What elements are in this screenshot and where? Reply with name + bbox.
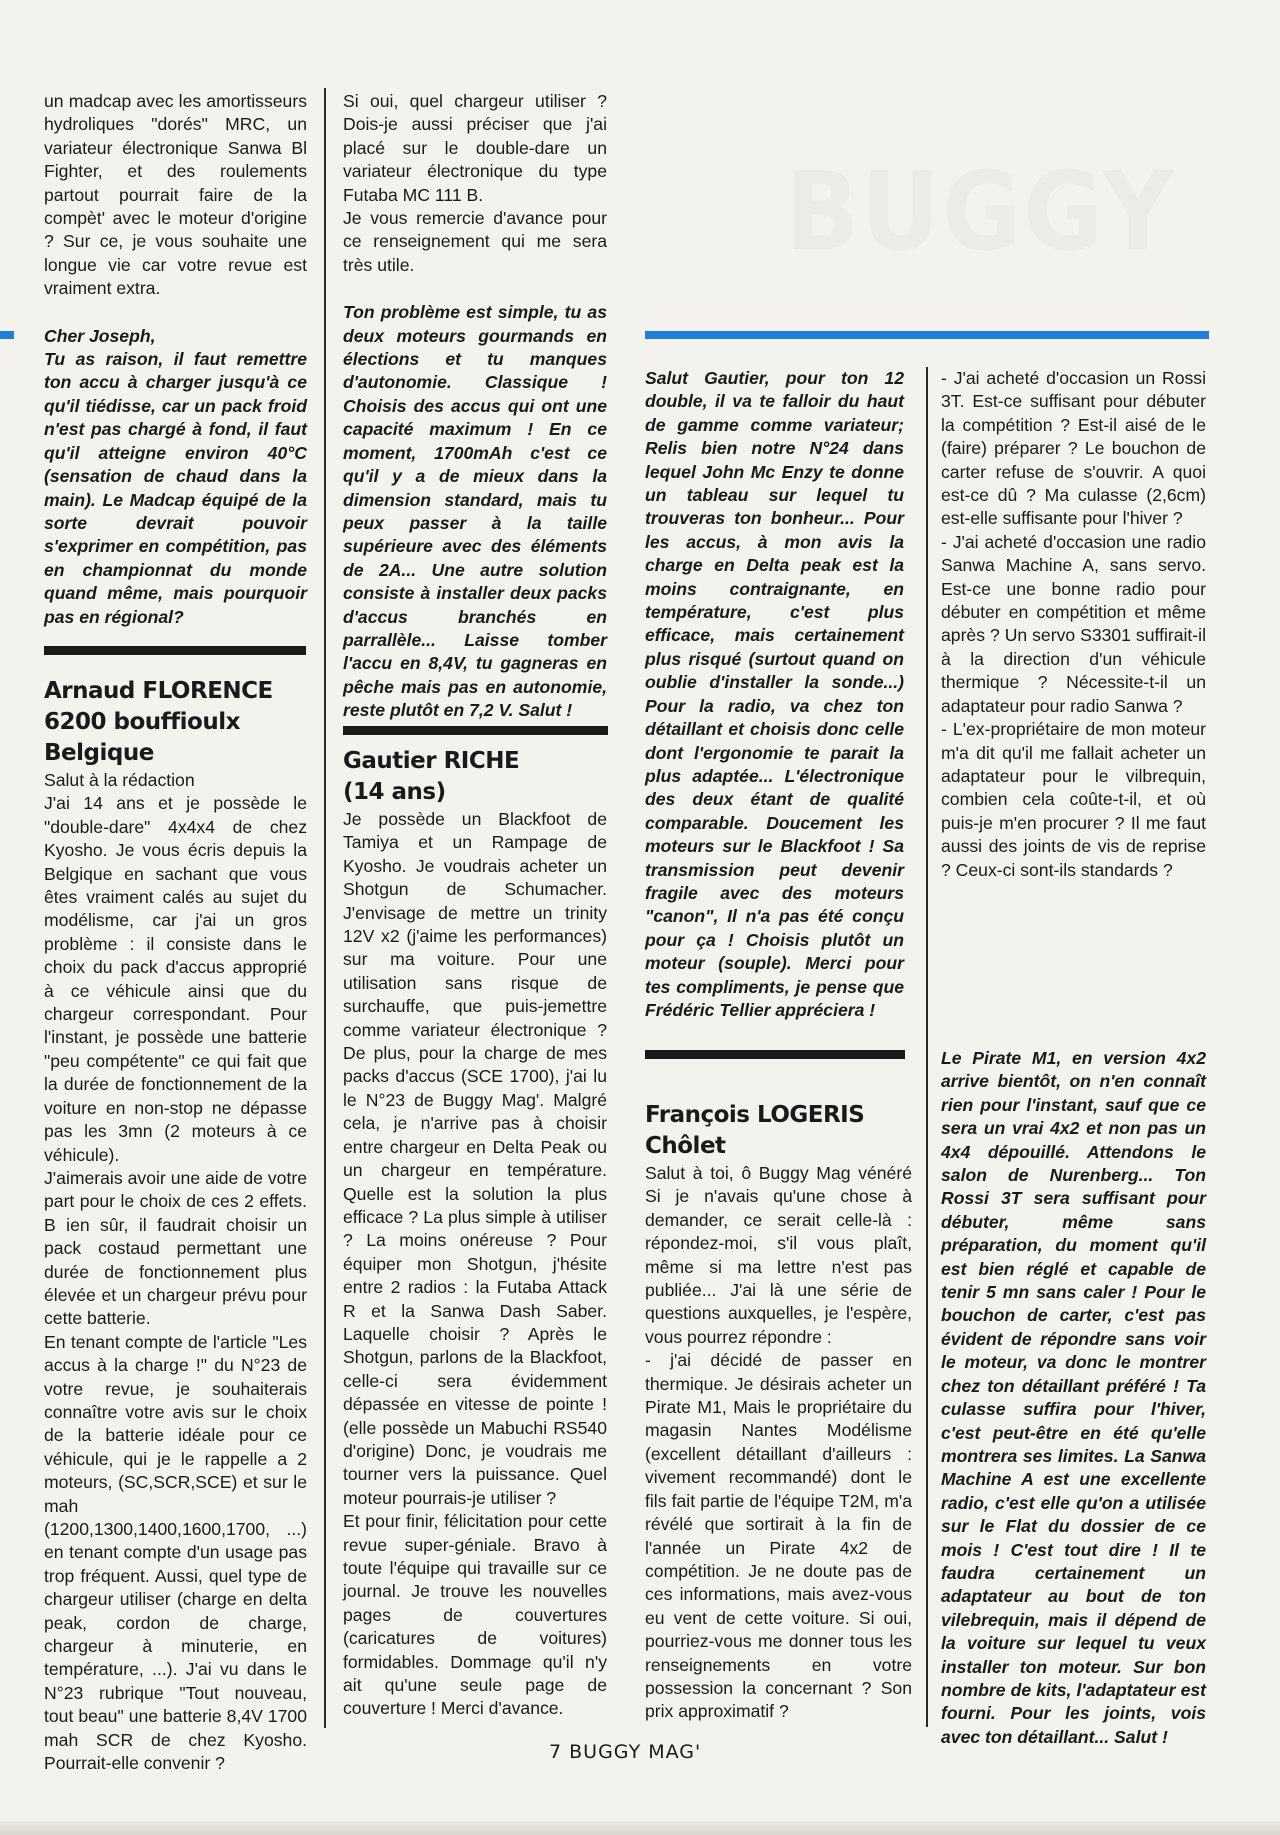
letter-francois — [645, 1100, 912, 1724]
reply-text: Salut Gautier, pour ton 12 double, il va te falloir du haut de gamme comme variateur; Relis bien notre N°24 dans lequel John Mc Enzy te donne un tableau sur lequel tu trouveras ton bonheur... Pour les accus, à mon avis la charge en Delta peak est la moins contraignante, en température, c'est plus efficace, mais certainement plus risqué (surtout quand on oublie d'installer la sonde...) Pour la radio, va chez ton détaillant et choisis donc celle dont l'ergonomie te parait la plus adaptée... L'électronique des deux étant de qualité comparable. Doucement les moteurs sur le Blackfoot ! Sa transmission peut devenir fragile avec des moteurs "canon", Il n'a pas été conçu pour ça ! Choisis plutôt un moteur (souple). Merci pour tes compliments, je pense que Frédéric Tellier appréciera ! — [645, 368, 904, 1020]
page-footer: 7 BUGGY MAG' — [549, 1741, 702, 1763]
reply-text: Ton problème est simple, tu as deux moteurs gourmands en élections et tu manques d'autonomie. Classique ! Choisis des accus qui ont une capacité maximum ! En ce moment, 1700mAh c'est ce qu'il y a de mieux dans la dimension standard, mais tu peux passer à la taille supérieure avec des éléments de 2A... Une autre solution consiste à installer deux packs d'accus branchés en parrallèle... Laisse tomber l'accu en 8,4V, tu gagneras en pêche mais pas en autonomie, reste plutôt en 7,2 V. Salut ! — [343, 302, 607, 721]
letter-paragraph: - j'ai décidé de passer en thermique. Je désirais acheter un Pirate M1, Mais le propriétaire du magasin Nantes Modélisme (excellent détaillant d'ailleurs : vivement recommandé) dont le fils fait partie de l'équipe T2M, m'a révélé que sortirait à la fin de l'année un Pirate 4x2 de compétition. Je ne doute pas de ces informations, mais avez-vous eu vent de cette voiture. Si oui, pourriez-vous me donner tous les renseignements en votre possession la concernant ? Son prix approximatif ? — [645, 1350, 912, 1722]
letter-paragraph: Je possède un Blackfoot de Tamiya et un Rampage de Kyosho. Je voudrais acheter un Shotgun de Schumacher. J'envisage de mettre un trinity 12V x2 (j'aime les performances) sur ma voiture. Pour une utilisation sans risque de surchauffe, que puis-jemettre comme variateur électronique ? De plus, pour la charge de mes packs d'accus (SCE 1700), j'ai lu le N°23 de Buggy Mag'. Malgré cela, je n'arrive pas à choisir entre chargeur en Delta Peak ou un chargeur en température. Quelle est la solution la plus efficace ? La plus simple à utiliser ? La moins onéreuse ? Pour équiper mon Shotgun, j'hésite entre 2 radios : la Futaba Attack R et la Sanwa Dash Saber. Laquelle choisir ? Après le Shotgun, parlons de la Blackfoot, celle-ci sera évidemment dépassée en vitesse de pointe ! (elle possède un Mabuchi RS540 d'origine) Donc, je voudrais me tourner vers la puissance. Quel moteur pourrais-je utiliser ? — [343, 809, 607, 1508]
letter-paragraph: - J'ai acheté d'occasion une radio Sanwa Machine A, sans servo. Est-ce une bonne radio pour débuter en compétition et même après ? Un servo S3301 suffirait-il à la direction d'un véhicule thermique ? Nécessite-t-il un adaptateur pour radio Sanwa ? — [941, 531, 1206, 716]
letter-location: 6200 bouffioulx Belgique — [44, 709, 240, 766]
letter-location: Chôlet — [645, 1133, 726, 1159]
letter-author: Gautier RICHE — [343, 748, 520, 774]
letter-continuation: Je vous remercie d'avance pour ce renseignement qui me sera très utile. — [343, 208, 607, 275]
letter-paragraph: Salut à la rédaction — [44, 770, 195, 790]
column-3 — [645, 367, 904, 1022]
blue-edge-marker — [0, 331, 14, 339]
reply-text: Tu as raison, il faut remettre ton accu à charger jusqu'à ce qu'il tiédisse, car un pack froid n'est pas chargé à fond, il faut qu'il atteigne environ 40°C (sensation de chaud dans la main). Le Madcap équipé de la sorte devrait pouvoir s'exprimer en compétition, pas en championnat du monde quand même, mais pourquoir pas en régional? — [44, 349, 307, 627]
letter-paragraph: J'ai 14 ans et je possède le "double-dare" 4x4x4 de chez Kyosho. Je vous écris depuis la Belgique en sachant que vous êtes vraiment calés au sujet du modélisme, car j'ai un gros problème : il consiste dans le choix du pack d'accus approprié à ce véhicule ainsi que du chargeur correspondant. Pour l'instant, je possède une batterie "peu compétente" ce qui fait que la durée de fonctionnement de la voiture en non-stop ne dépasse pas les 3mn (2 moteurs à ce véhicule). — [44, 793, 307, 1165]
column-separator — [926, 367, 928, 1727]
letter-author: François LOGERIS — [645, 1102, 865, 1128]
letter-paragraph: Salut à toi, ô Buggy Mag vénéré Si je n'avais qu'une chose à demander, ce serait celle-là : répondez-moi, s'il vous plaît, même si ma lettre n'est pas publiée... J'ai là une série de questions auxquelles, je l'espère, vous pourrez répondre : — [645, 1163, 912, 1347]
column-1 — [44, 90, 307, 629]
scan-edge — [0, 1821, 1280, 1835]
letter-paragraph: En tenant compte de l'article "Les accus à la charge !" du N°23 de votre revue, je souhaiterais connaître votre avis sur le choix de la batterie idéale pour ce véhicule, qui je le rappelle a 2 moteurs, (SC,SCR,SCE) et sur le mah (1200,1300,1400,1600,1700, ...) en tenant compte d'un usage pas trop fréquent. Aussi, quel type de chargeur utiliser (charge en delta peak, cordon de charge, chargeur à minuterie, en température, ...). J'ai vu dans le N°23 rubrique "Tout nouveau, tout beau" une batterie 8,4V 1700 mah SCR de chez Kyosho. Pourrait-elle convenir ? — [44, 1331, 307, 1774]
letter-arnaud — [44, 676, 307, 1775]
letter-gautier — [343, 746, 607, 1721]
reply-francois — [941, 1047, 1206, 1749]
letter-paragraph: J'aimerais avoir une aide de votre part pour le choix de ces 2 effets. B ien sûr, il faudrait choisir un pack costaud permettant une durée de fonctionnement plus élevée et un chargeur prévu pour cette batterie. — [44, 1167, 307, 1329]
section-divider — [44, 646, 306, 655]
column-2 — [343, 90, 607, 723]
reply-greeting: Cher Joseph, — [44, 325, 156, 346]
letter-paragraph: Et pour finir, félicitation pour cette revue super-géniale. Bravo à toute l'équipe qui travaille sur ce journal. Je trouve les nouvelles pages de couvertures (caricatures de voitures) formidables. Dommage qu'il n'y ait qu'une seule page de couverture ! Merci d'avance. — [343, 1511, 607, 1719]
column-4 — [941, 367, 1206, 882]
section-divider-blue — [645, 331, 1209, 339]
faded-page-title: BUGGY — [785, 150, 1175, 275]
letter-location: (14 ans) — [343, 779, 446, 805]
letter-continuation: un madcap avec les amortisseurs hydroliques "dorés" MRC, un variateur électronique Sanwa Bl Fighter, et des roulements partout pourrait faire de la compèt' avec le moteur d'origine ? Sur ce, je vous souhaite une longue vie car votre revue est vraiment extra. — [44, 91, 307, 299]
section-divider — [343, 726, 608, 735]
section-divider — [645, 1050, 905, 1059]
letter-continuation: Si oui, quel chargeur utiliser ? Dois-je aussi préciser que j'ai placé sur le double-dare un variateur électronique du type Futaba MC 111 B. — [343, 91, 607, 205]
letter-paragraph: - L'ex-propriétaire de mon moteur m'a dit qu'il me fallait acheter un adaptateur pour le vilbrequin, combien cela coûte-t-il, et où puis-je m'en procurer ? Il me faut aussi des joints de vis de reprise ? Ceux-ci sont-ils standards ? — [941, 719, 1206, 880]
column-separator — [324, 88, 326, 1728]
letter-author: Arnaud FLORENCE — [44, 678, 273, 704]
letter-paragraph: - J'ai acheté d'occasion un Rossi 3T. Est-ce suffisant pour débuter la compétition ? Est-il aisé de le (faire) préparer ? Le bouchon de carter refuse de s'ouvrir. A quoi est-ce dû ? Ma culasse (2,6cm) est-elle suffisante pour l'hiver ? — [941, 368, 1206, 529]
reply-text: Le Pirate M1, en version 4x2 arrive bientôt, on n'en connaît rien pour l'instant, sauf que ce sera un vrai 4x2 et non pas un 4x4 dépouillé. Attendons le salon de Nurenberg... Ton Rossi 3T sera suffisant pour débuter, même sans préparation, du moment qu'il est bien réglé et capable de tenir 5 mn sans caler ! Pour le bouchon de carter, c'est pas évident de répondre sans voir le moteur, va donc le montrer chez ton détaillant préféré ! Ta culasse suffira pour l'hiver, c'est peut-être en été qu'elle montrera ses limites. La Sanwa Machine A est une excellente radio, c'est elle qu'on a utilisée sur le Flat du dossier de ce mois ! C'est tout dire ! Il te faudra certainement un adaptateur au bout de ton vilebrequin, mais il dépend de la voiture sur lequel tu veux installer ton moteur. Sur bon nombre de kits, l'adaptateur est fourni. Pour les joints, vois avec ton détaillant... Salut ! — [941, 1048, 1206, 1747]
